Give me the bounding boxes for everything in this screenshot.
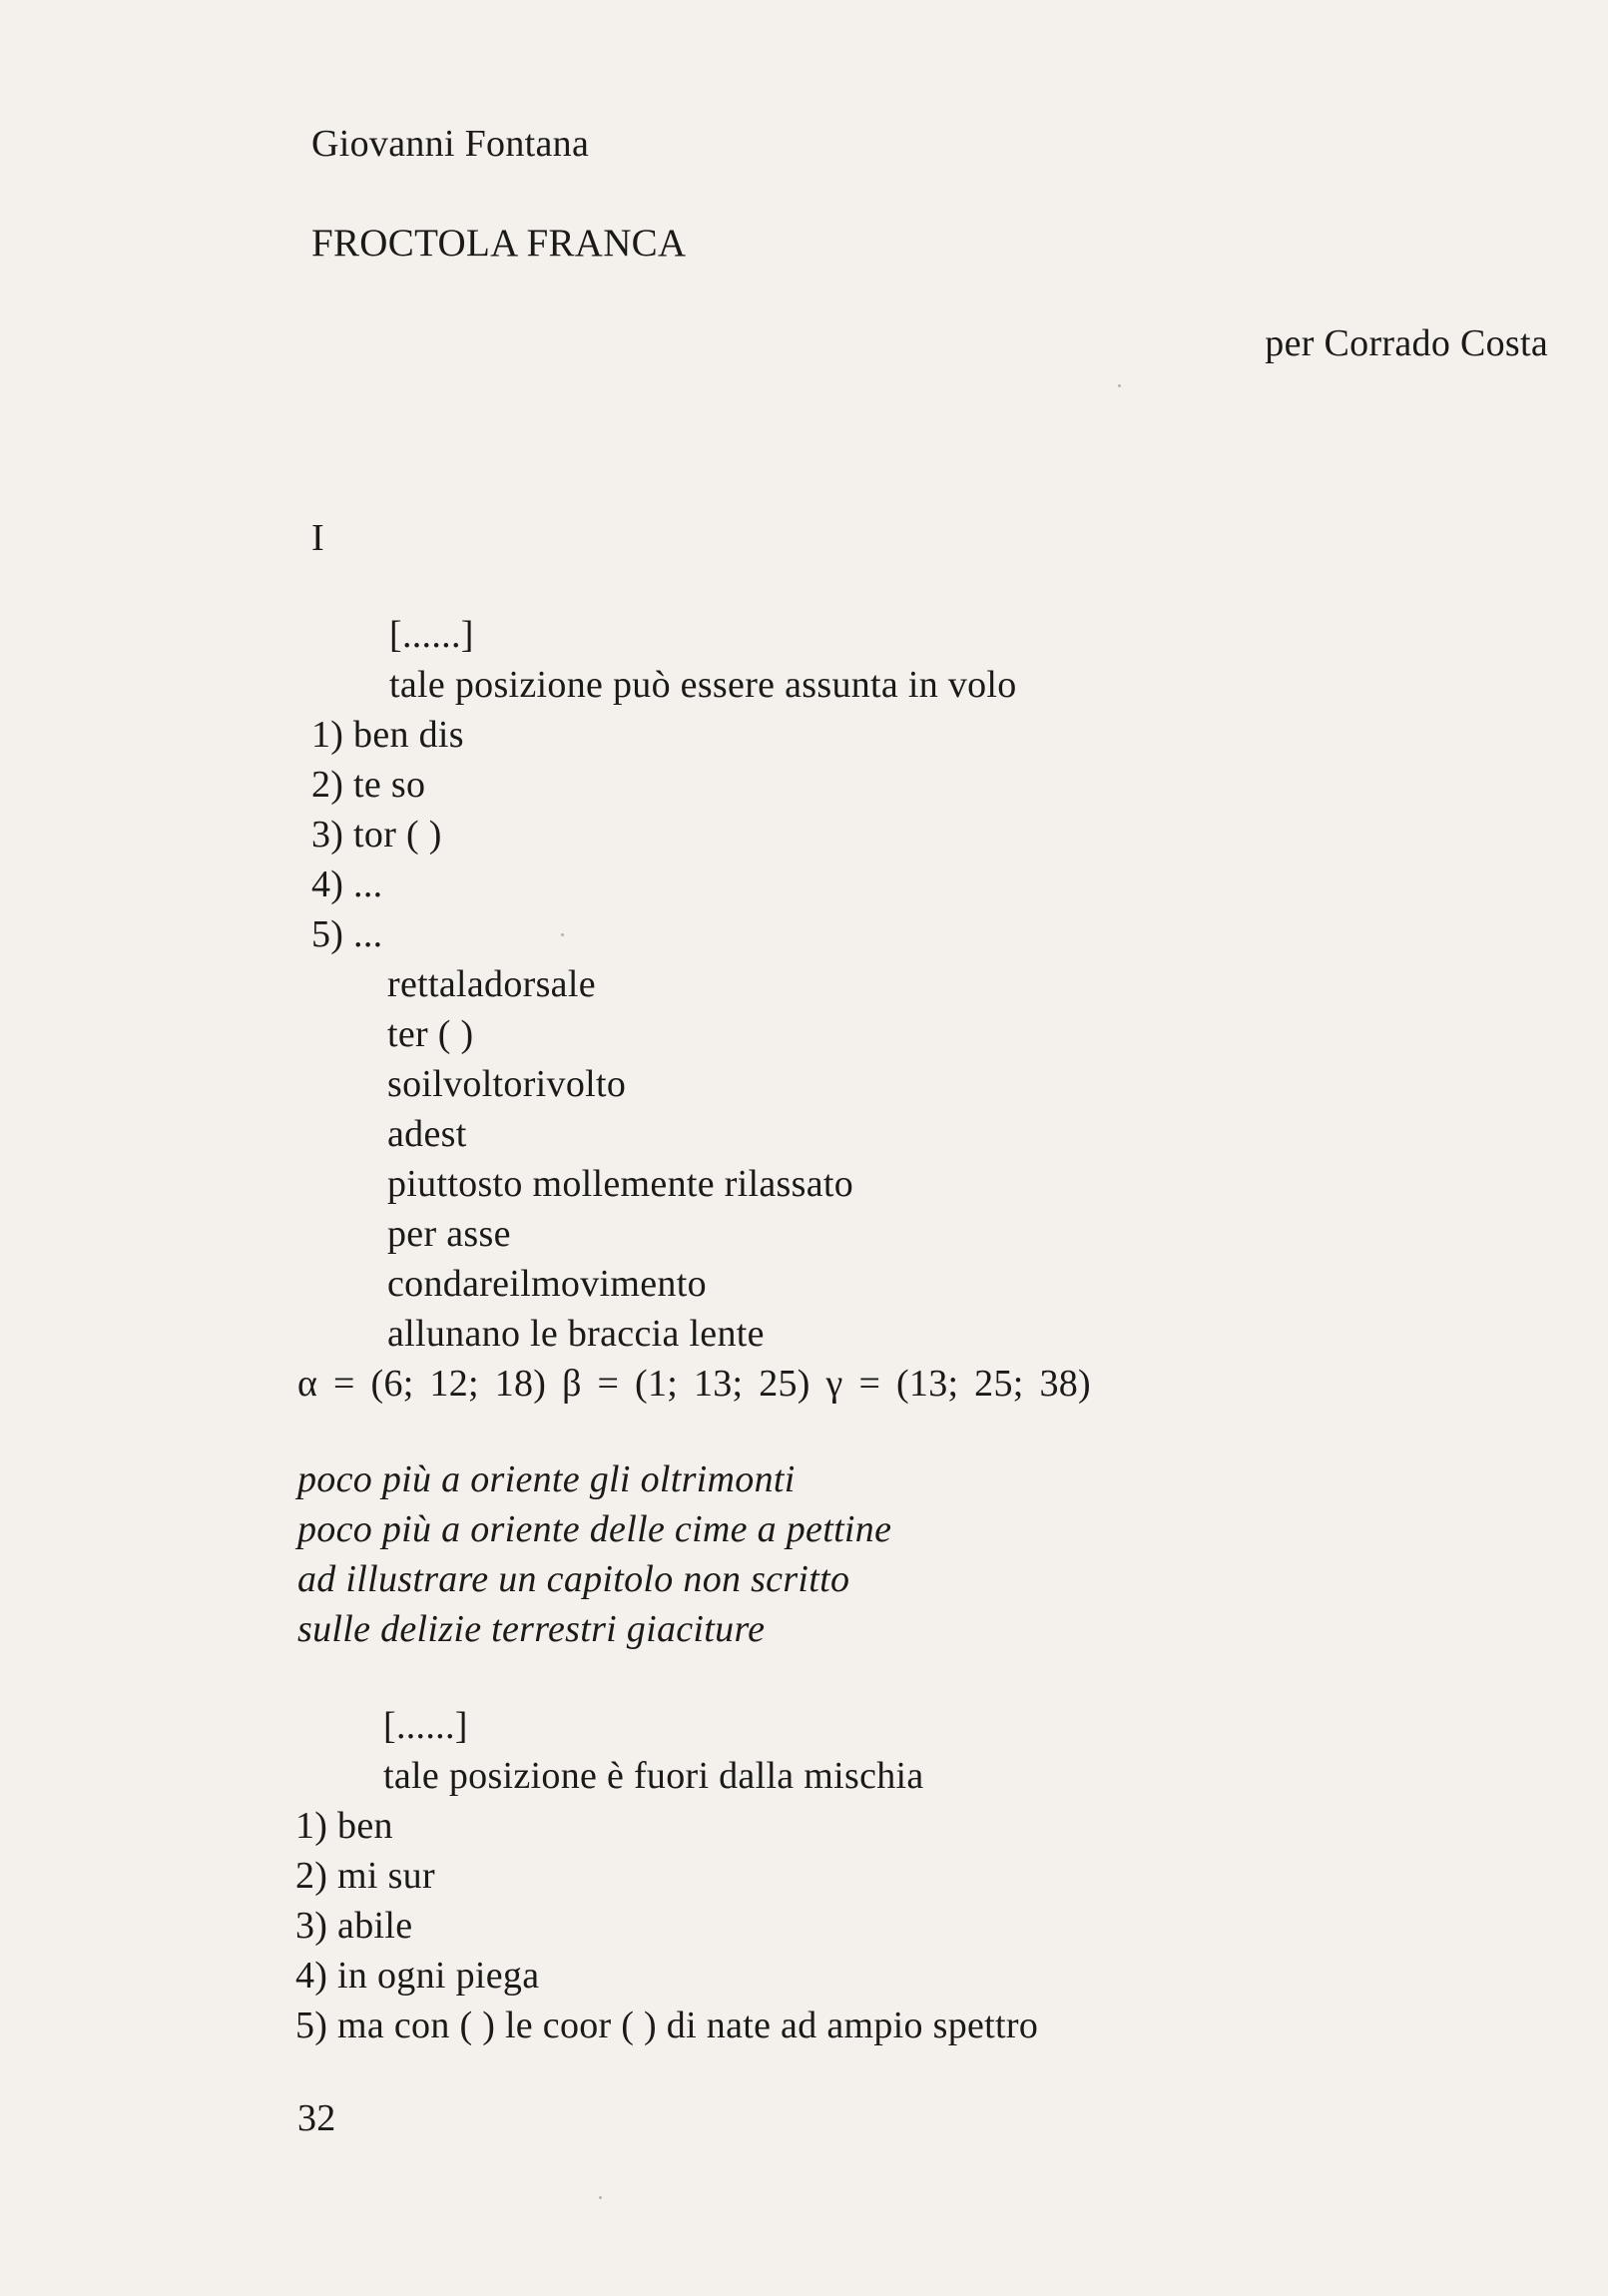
block1-item-3: 3) tor ( ) [311,814,442,856]
block1-line-1: rettaladorsale [387,963,596,1005]
block1-line-6: per asse [387,1213,511,1255]
block2-item-1: 1) ben [295,1805,393,1847]
stanza-line-1: poco più a oriente gli oltrimonti [297,1458,796,1500]
stanza-line-4: sulle delizie terrestri giaciture [297,1608,766,1650]
block2-item-5: 5) ma con ( ) le coor ( ) di nate ad ampio spettro [295,2005,1039,2046]
block1-line-4: adest [387,1113,467,1155]
block2-intro: tale posizione è fuori dalla mischia [383,1755,924,1797]
block2-item-4: 4) in ogni piega [295,1955,540,1997]
paper-speck [561,933,564,936]
section-numeral: I [311,517,324,559]
block1-intro: tale posizione può essere assunta in volo [389,664,1017,706]
dedication: per Corrado Costa [1265,322,1548,364]
block1-line-3: soilvoltorivolto [387,1063,627,1105]
block1-item-1: 1) ben dis [311,714,464,756]
block1-formula: α = (6; 12; 18) β = (1; 13; 25) γ = (13; 25; 38) [297,1363,1091,1405]
block1-line-7: condareilmovimento [387,1263,707,1305]
block1-line-8: allunano le braccia lente [387,1313,765,1355]
stanza-line-3: ad illustrare un capitolo non scritto [297,1558,850,1600]
block1-item-5: 5) ... [311,913,383,955]
block1-ellipsis: [......] [389,614,474,656]
block1-item-4: 4) ... [311,863,383,905]
block1-item-2: 2) te so [311,764,426,806]
block2-item-2: 2) mi sur [295,1855,435,1897]
block2-ellipsis: [......] [383,1705,468,1747]
page-number: 32 [297,2097,336,2139]
paper-speck [599,2196,602,2199]
stanza-line-2: poco più a oriente delle cime a pettine [297,1508,892,1550]
block1-line-5: piuttosto mollemente rilassato [387,1163,854,1205]
paper-speck [1118,384,1121,387]
block2-item-3: 3) abile [295,1905,413,1947]
author-name: Giovanni Fontana [311,123,590,165]
poem-title: FROCTOLA FRANCA [311,222,687,265]
block1-line-2: ter ( ) [387,1013,474,1055]
